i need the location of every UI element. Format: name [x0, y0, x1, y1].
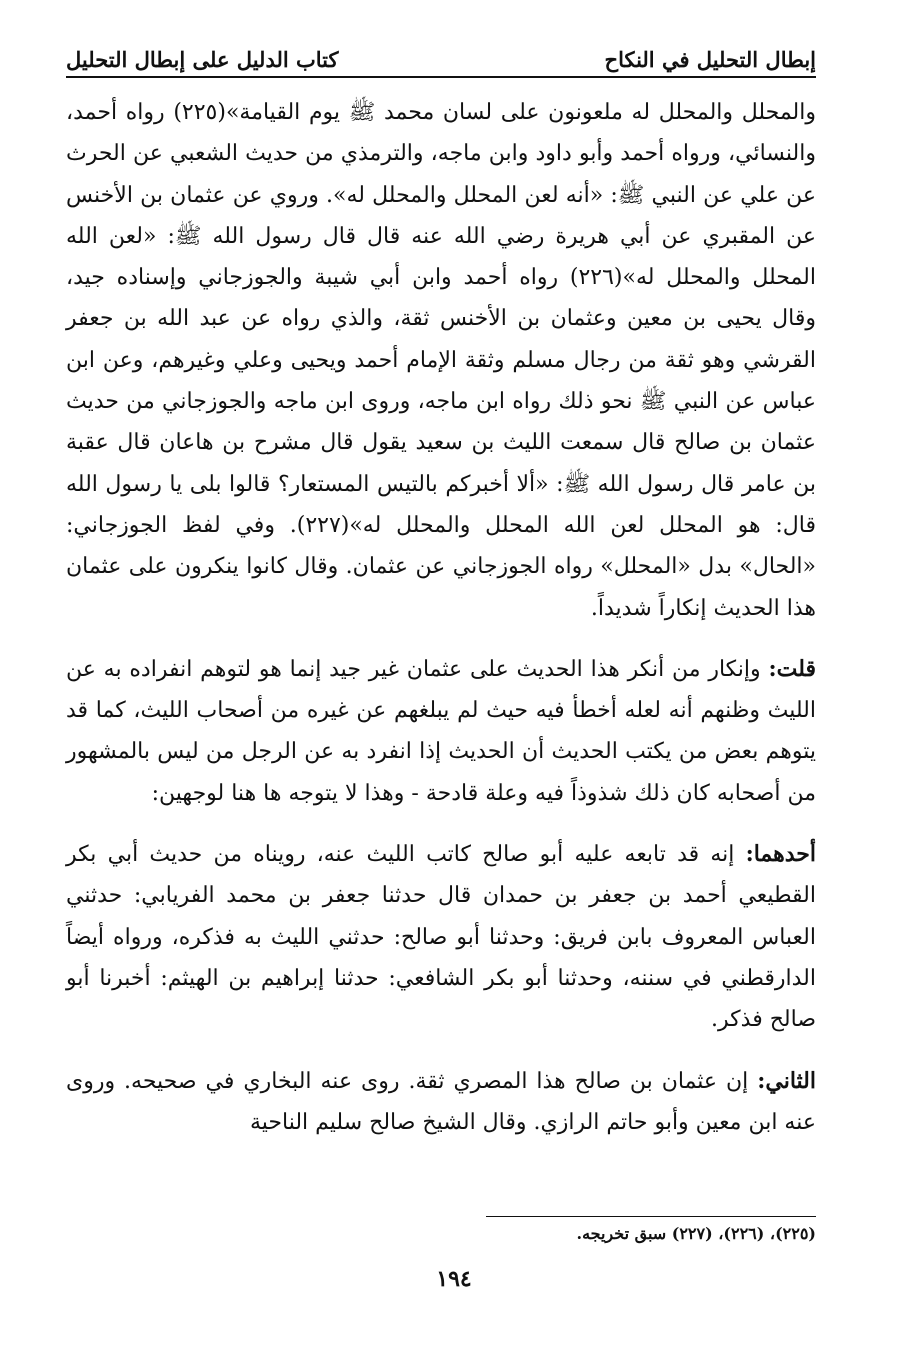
page-number: ١٩٤ [436, 1266, 472, 1292]
paragraph [66, 834, 816, 1040]
paragraph [66, 649, 816, 814]
paragraph-lead: قلت: [768, 655, 816, 682]
running-header [66, 38, 816, 78]
paragraph-text: إنه قد تابعه عليه أبو صالح كاتب الليث عنه، رويناه من حديث أبي بكر القطيعي أحمد بن جعفر بن حمدان قال حدثنا جعفر بن محمد الفريابي: حدثني العباس المعروف بابن فريق: وحدثنا أبو صالح: حدثني الليث به فذكره، ورواه أيضاً الدارقطني في سننه، وحدثنا أبو بكر الشافعي: حدثنا إبراهيم بن الهيثم: أخبرنا أبو صالح فذكر. [66, 842, 816, 1033]
paragraph-text: إن عثمان بن صالح هذا المصري ثقة. روى عنه البخاري في صحيحه. وروى عنه ابن معين وأبو حاتم الرازي. وقال الشيخ صالح سليم الناحية [66, 1068, 816, 1135]
paragraph-text: والمحلل والمحلل له ملعونون على لسان محمد ﷺ يوم القيامة»(٢٢٥) رواه أحمد، والنسائي، ورواه أحمد وأبو داود وابن ماجه، والترمذي من حديث الشعبي عن الحرث عن علي عن النبي ﷺ: «أنه لعن المحلل والمحلل له». وروي عن عثمان بن الأخنس عن المقبري عن أبي هريرة رضي الله عنه قال قال رسول الله ﷺ: «لعن الله المحلل والمحلل له»(٢٢٦) رواه أحمد وابن أبي شيبة والجوزجاني وإسناده جيد، وقال يحيى بن معين وعثمان بن الأخنس ثقة، والذي رواه عن عبد الله بن جعفر القرشي وهو ثقة من رجال مسلم وثقة الإمام أحمد ويحيى وعلي وغيرهم، وعن ابن عباس عن النبي ﷺ نحو ذلك رواه ابن ماجه، وروى ابن ماجه والجوزجاني من حديث عثمان بن صالح قال سمعت الليث بن سعيد يقول قال مشرح بن هاعان قال عقبة بن عامر قال رسول الله ﷺ: «ألا أخبركم بالتيس المستعار؟ قالوا بلى يا رسول الله قال: هو المحلل لعن الله المحلل والمحلل له»(٢٢٧). وفي لفظ الجوزجاني: «الحال» بدل «المحلل» رواه الجوزجاني عن عثمان. وقال كانوا ينكرون على عثمان هذا الحديث إنكاراً شديداً. [66, 100, 816, 621]
paragraph-text: وإنكار من أنكر هذا الحديث على عثمان غير جيد إنما هو لتوهم انفراده به عن الليث وظنهم أنه لعله أخطأ فيه حيث لم يبلغهم عن غيره من أصحاب الليث، كما قد يتوهم بعض من يكتب الحديث أن الحديث إذا انفرد به عن الرجل من ليس بالمشهور من أصحابه كان ذلك شذوذاً فيه وعلة قادحة - وهذا لا يتوجه ها هنا لوجهين: [66, 656, 816, 806]
main-text [66, 92, 816, 1143]
paragraph [66, 1061, 816, 1144]
footnote: (٢٢٥)، (٢٢٦)، (٢٢٧) سبق تخريجه. [576, 1224, 816, 1243]
paragraph [66, 92, 816, 629]
book-title: إبطال التحليل في النكاح [604, 47, 816, 72]
footnote-divider [486, 1216, 816, 1217]
paragraph-lead: الثاني: [757, 1067, 816, 1094]
paragraph-lead: أحدهما: [745, 841, 816, 868]
chapter-title: كتاب الدليل على إبطال التحليل [66, 47, 339, 72]
